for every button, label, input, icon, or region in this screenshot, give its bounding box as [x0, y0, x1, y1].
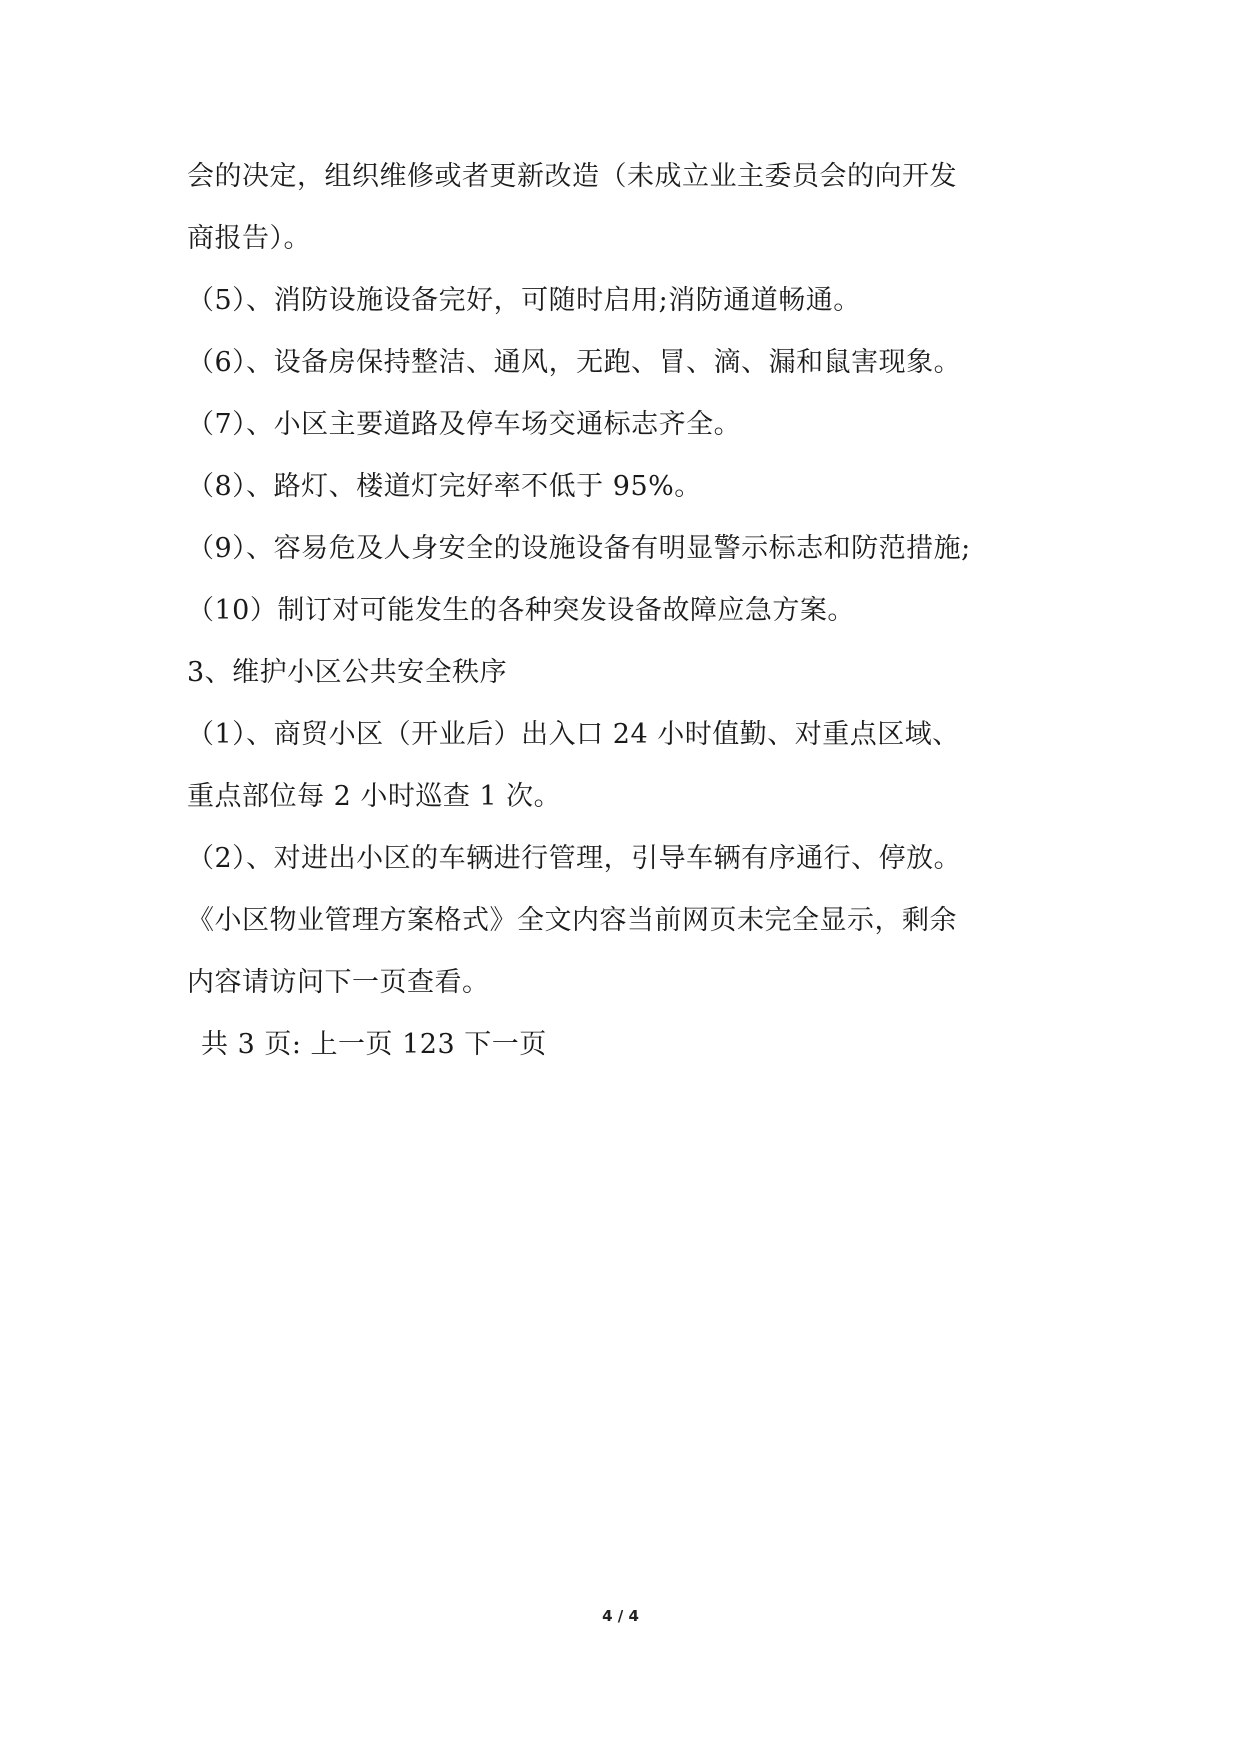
paragraph-line: （6）、设备房保持整洁、通风，无跑、冒、滴、漏和鼠害现象。 — [187, 347, 962, 378]
document-body — [187, 160, 1067, 1090]
paragraph-line: 内容请访问下一页查看。 — [187, 967, 490, 998]
page-number: 4 / 4 — [602, 1607, 639, 1625]
paragraph-line: （10）制订对可能发生的各种突发设备故障应急方案。 — [187, 595, 855, 626]
paragraph-line: 《小区物业管理方案格式》全文内容当前网页未完全显示，剩余 — [187, 905, 957, 936]
section-heading: 3、维护小区公共安全秩序 — [187, 657, 508, 688]
pagination-text: 共 3 页: 上一页 123 下一页 — [201, 1029, 547, 1060]
paragraph-line: （5）、消防设施设备完好，可随时启用;消防通道畅通。 — [187, 285, 861, 316]
paragraph-line: （7）、小区主要道路及停车场交通标志齐全。 — [187, 409, 742, 440]
paragraph-line: （2）、对进出小区的车辆进行管理，引导车辆有序通行、停放。 — [187, 843, 962, 874]
paragraph-line: 会的决定，组织维修或者更新改造（未成立业主委员会的向开发 — [187, 161, 957, 192]
paragraph-line: 商报告）。 — [187, 223, 311, 254]
paragraph-line: （9）、容易危及人身安全的设施设备有明显警示标志和防范措施; — [187, 533, 971, 564]
paragraph-line: （1）、商贸小区（开业后）出入口 24 小时值勤、对重点区域、 — [187, 719, 960, 750]
paragraph-line: 重点部位每 2 小时巡查 1 次。 — [187, 781, 562, 812]
paragraph-line: （8）、路灯、楼道灯完好率不低于 95%。 — [187, 471, 702, 502]
